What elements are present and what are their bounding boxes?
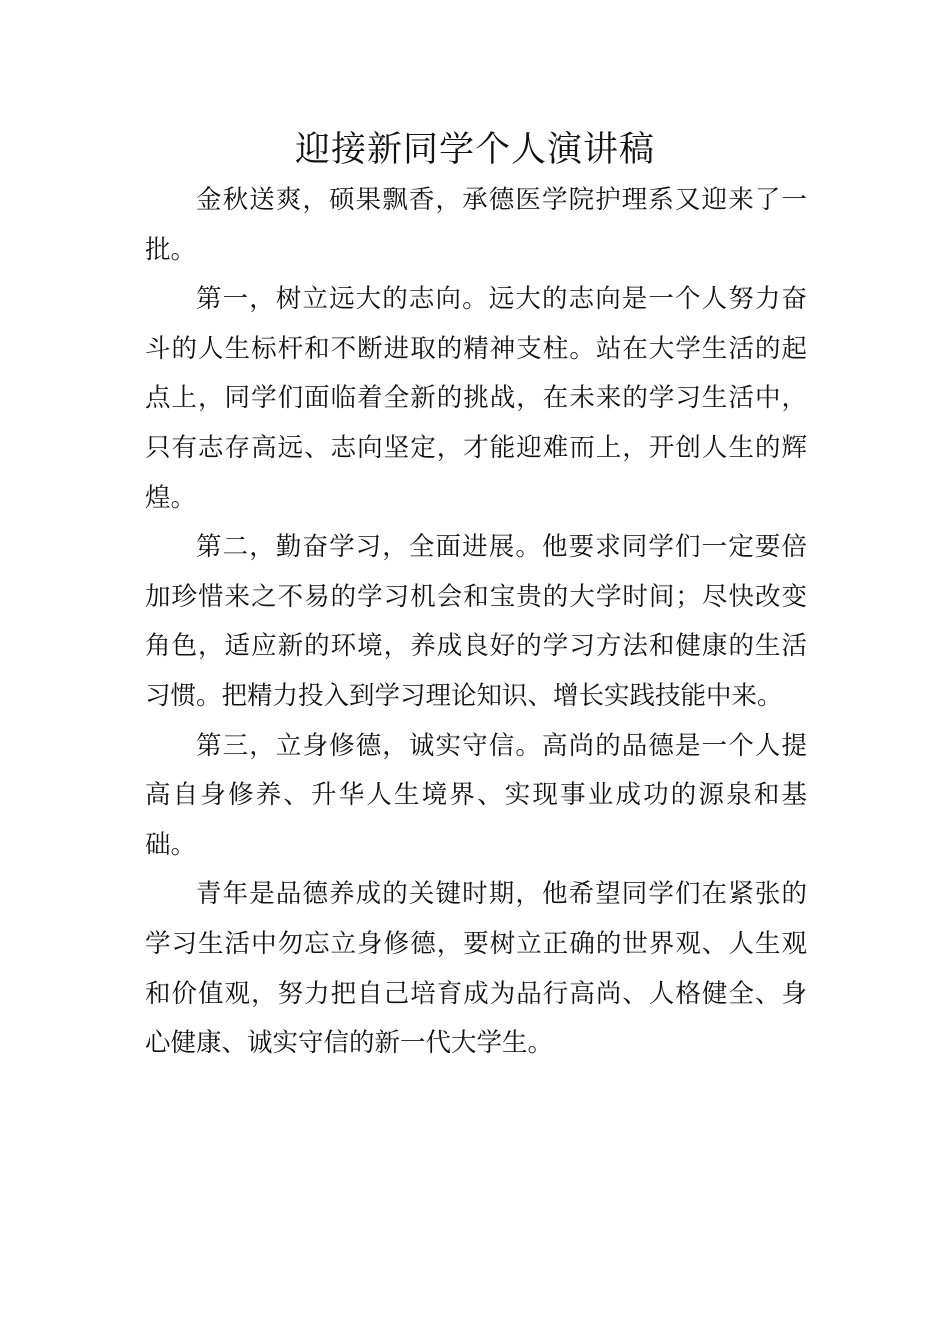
paragraph-third-point: 第三，立身修德，诚实守信。高尚的品德是一个人提高自身修养、升华人生境界、实现事业成功的源泉和基础。 bbox=[145, 730, 807, 860]
paragraph-first-point: 第一，树立远大的志向。远大的志向是一个人努力奋斗的人生标杆和不断进取的精神支柱。站在大学生活的起点上，同学们面临着全新的挑战，在未来的学习生活中，只有志存高远、志向坚定，才能迎难而上，开创人生的辉煌。 bbox=[145, 284, 807, 513]
document-title: 迎接新同学个人演讲稿 bbox=[294, 130, 655, 170]
document-body bbox=[145, 176, 807, 1069]
paragraph-youth: 青年是品德养成的关键时期，他希望同学们在紧张的学习生活中勿忘立身修德，要树立正确的世界观、人生观和价值观，努力把自己培育成为品行高尚、人格健全、身心健康、诚实守信的新一代大学生。 bbox=[145, 879, 807, 1059]
paragraph-intro: 金秋送爽，硕果飘香，承德医学院护理系又迎来了一批。 bbox=[145, 185, 807, 265]
paragraph-second-point: 第二，勤奋学习，全面进展。他要求同学们一定要倍加珍惜来之不易的学习机会和宝贵的大学时间；尽快改变角色，适应新的环境，养成良好的学习方法和健康的生活习惯。把精力投入到学习理论知识、增长实践技能中来。 bbox=[145, 532, 807, 711]
